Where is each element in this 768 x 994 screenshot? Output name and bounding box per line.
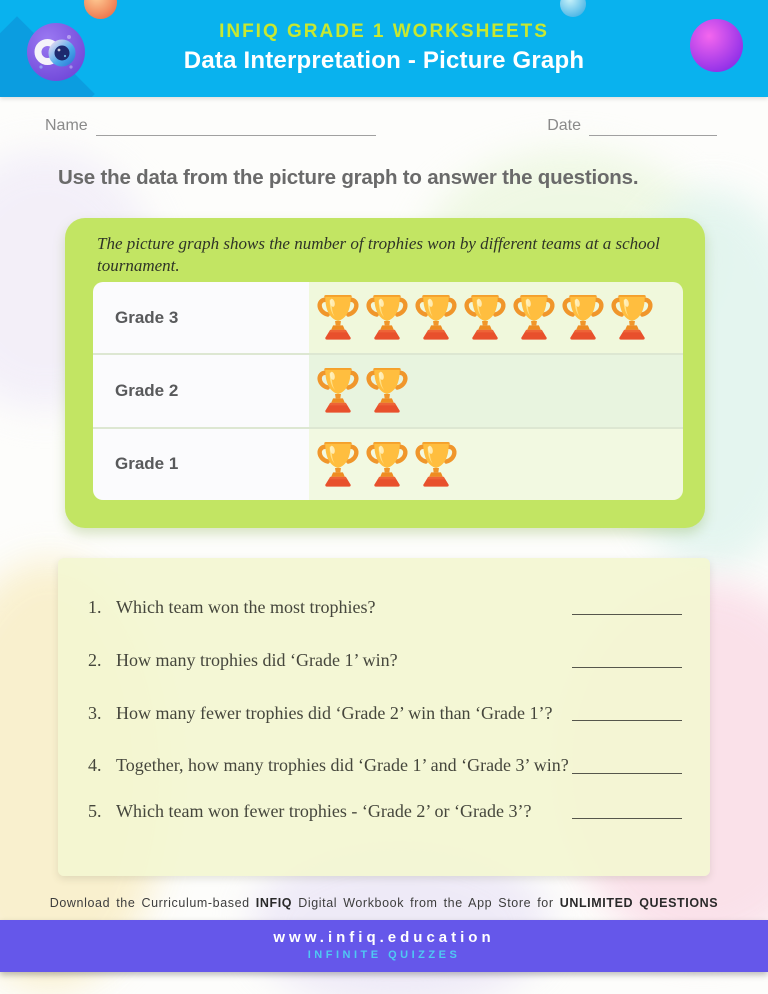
page-title: Data Interpretation - Picture Graph <box>183 47 585 74</box>
row-label: Grade 3 <box>93 282 309 353</box>
footer-tagline: INFINITE QUIZZES <box>307 949 461 961</box>
trophy-icon <box>364 439 410 490</box>
instruction-heading: Use the data from the picture graph to answer the questions. <box>58 166 639 189</box>
download-note-text: Digital Workbook from the App Store for <box>292 896 560 910</box>
table-row <box>93 427 683 500</box>
website-link[interactable]: www.infiq.education <box>273 929 495 946</box>
name-label: Name <box>45 117 88 134</box>
questions-panel <box>58 558 710 876</box>
infiq-logo <box>27 23 85 81</box>
brand-line: INFIQ GRADE 1 WORKSHEETS <box>219 21 549 42</box>
trophy-icon <box>413 439 459 490</box>
trophy-icon <box>413 292 459 343</box>
question-number: 4. <box>88 755 102 776</box>
question-text: Which team won the most trophies? <box>116 597 376 617</box>
question-row <box>88 596 682 620</box>
trophy-cell <box>309 355 683 426</box>
trophy-cell <box>309 429 683 500</box>
question-number: 2. <box>88 649 102 670</box>
graph-description: The picture graph shows the number of trophies won by different teams at a school tournament. <box>97 234 660 276</box>
magenta-ball-decor <box>690 19 743 72</box>
trophy-icon <box>315 365 361 416</box>
trophy-icon <box>462 292 508 343</box>
question-text: How many trophies did ‘Grade 1’ win? <box>116 649 398 670</box>
name-date-row <box>45 116 717 136</box>
picture-graph-panel <box>65 218 705 528</box>
question-row <box>88 754 682 778</box>
table-row <box>93 282 683 353</box>
trophy-icon <box>511 292 557 343</box>
row-label: Grade 2 <box>93 355 309 426</box>
question-number: 1. <box>88 597 102 617</box>
question-text: Together, how many trophies did ‘Grade 1’ and ‘Grade 3’ win? <box>116 755 569 776</box>
footer-banner <box>0 920 768 972</box>
question-row <box>88 800 682 824</box>
question-number: 5. <box>88 801 102 821</box>
answer-blank[interactable] <box>572 818 682 819</box>
orange-ball-decor <box>84 0 117 19</box>
answer-blank[interactable] <box>572 614 682 615</box>
trophy-cell <box>309 282 683 353</box>
download-note <box>0 896 768 910</box>
trophy-icon <box>364 292 410 343</box>
trophy-icon <box>560 292 606 343</box>
date-input-line[interactable] <box>589 119 717 136</box>
picture-graph-table <box>93 282 683 500</box>
date-label: Date <box>547 117 581 134</box>
question-number: 3. <box>88 702 102 723</box>
row-label: Grade 1 <box>93 429 309 500</box>
download-note-text: Download the Curriculum-based <box>49 896 256 910</box>
trophy-icon <box>609 292 655 343</box>
download-note-brand: INFIQ <box>255 896 293 910</box>
answer-blank[interactable] <box>572 667 682 668</box>
question-row <box>88 649 682 673</box>
trophy-icon <box>364 365 410 416</box>
cyan-ball-decor <box>560 0 586 17</box>
trophy-icon <box>315 292 361 343</box>
answer-blank[interactable] <box>572 720 682 721</box>
question-text: Which team won fewer trophies - ‘Grade 2’ or ‘Grade 3’? <box>116 801 532 821</box>
question-row <box>88 702 682 726</box>
trophy-icon <box>315 439 361 490</box>
download-note-highlight: UNLIMITED QUESTIONS <box>559 896 719 910</box>
name-input-line[interactable] <box>96 119 376 136</box>
header-banner <box>0 0 768 97</box>
question-text: How many fewer trophies did ‘Grade 2’ win than ‘Grade 1’? <box>116 702 553 723</box>
answer-blank[interactable] <box>572 773 682 774</box>
table-row <box>93 353 683 426</box>
